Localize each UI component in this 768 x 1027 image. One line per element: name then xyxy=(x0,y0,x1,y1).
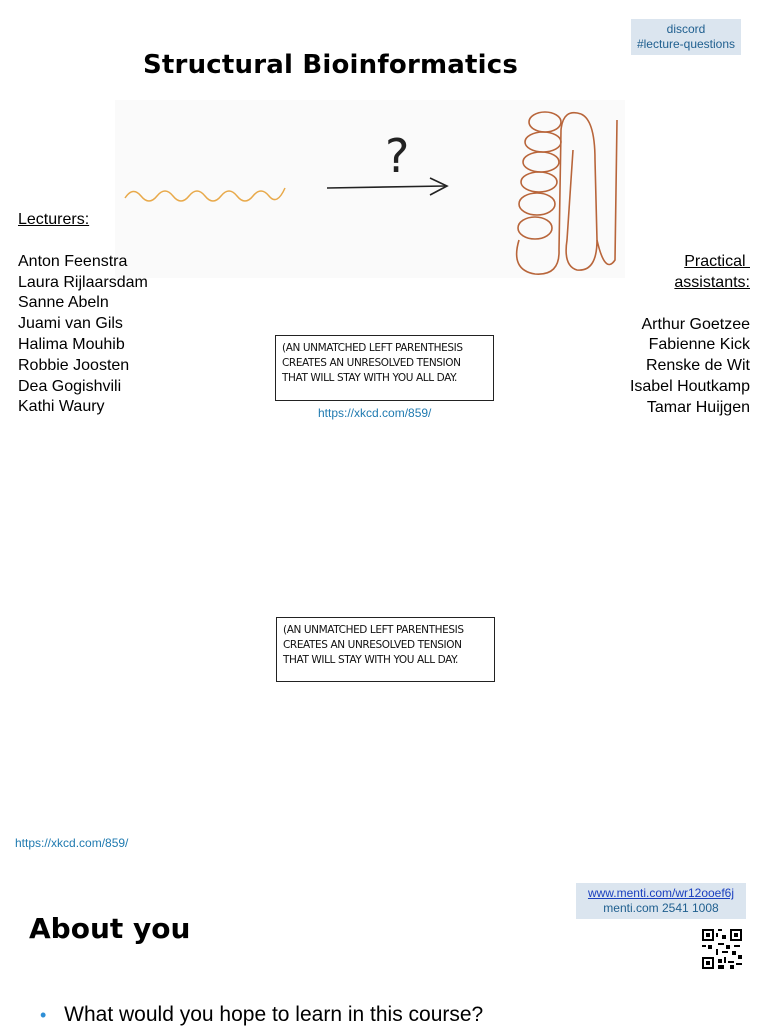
lecturer-name: Kathi Waury xyxy=(18,398,105,416)
comic-line: CREATES AN UNRESOLVED TENSION xyxy=(282,357,461,369)
figure-background xyxy=(115,100,625,278)
comic-line: (AN UNMATCHED LEFT PARENTHESIS xyxy=(282,342,463,354)
lecturer-name: Robbie Joosten xyxy=(18,356,130,374)
comic-line: THAT WILL STAY WITH YOU ALL DAY. xyxy=(282,372,457,384)
lecturer-name: Laura Rijlaarsdam xyxy=(18,273,148,291)
menti-link[interactable]: www.menti.com/wr12ooef6j xyxy=(587,886,735,900)
assistant-name: Fabienne Kick xyxy=(648,336,750,354)
xkcd-comic-panel xyxy=(275,335,494,401)
comic-line: CREATES AN UNRESOLVED TENSION xyxy=(283,639,462,651)
lecturers-heading: Lecturers: xyxy=(18,211,90,228)
lecturer-name: Dea Gogishvili xyxy=(18,377,122,395)
qr-code-icon xyxy=(702,929,742,969)
slide-title: Structural Bioinformatics xyxy=(143,50,519,80)
question-mark: ? xyxy=(385,129,410,183)
discord-tag-line-2: #lecture-questions xyxy=(636,37,736,51)
assistants-heading-line-2: assistants: xyxy=(674,273,750,291)
bullet-item xyxy=(40,1003,483,1027)
lecturers-block xyxy=(18,210,148,418)
assistant-name: Isabel Houtkamp xyxy=(629,377,750,395)
discord-tag xyxy=(631,19,741,55)
lecturer-name: Juami van Gils xyxy=(18,315,123,333)
bullet-text: What would you hope to learn in this course? xyxy=(64,1003,484,1026)
protein-folding-figure xyxy=(115,100,625,280)
bullet-dot-icon: • xyxy=(40,1005,47,1025)
discord-tag-line-1: discord xyxy=(666,22,706,36)
menti-tag xyxy=(576,883,746,919)
lecturer-name: Sanne Abeln xyxy=(18,294,109,312)
comic-line: THAT WILL STAY WITH YOU ALL DAY. xyxy=(283,654,458,666)
xkcd-link[interactable]: https://xkcd.com/859/ xyxy=(15,836,129,850)
menti-code: menti.com 2541 1008 xyxy=(603,901,719,915)
about-you-heading: About you xyxy=(29,912,191,945)
assistant-name: Arthur Goetzee xyxy=(641,315,750,333)
xkcd-comic-panel xyxy=(276,617,495,682)
assistant-name: Tamar Huijgen xyxy=(646,398,750,416)
assistant-name: Renske de Wit xyxy=(645,357,750,375)
lecturer-name: Halima Mouhib xyxy=(18,335,125,353)
assistants-heading-line-1: Practical xyxy=(684,253,750,270)
lecturer-name: Anton Feenstra xyxy=(18,252,128,270)
comic-line: (AN UNMATCHED LEFT PARENTHESIS xyxy=(283,624,464,636)
xkcd-link[interactable]: https://xkcd.com/859/ xyxy=(318,406,432,420)
assistants-block xyxy=(630,252,750,419)
